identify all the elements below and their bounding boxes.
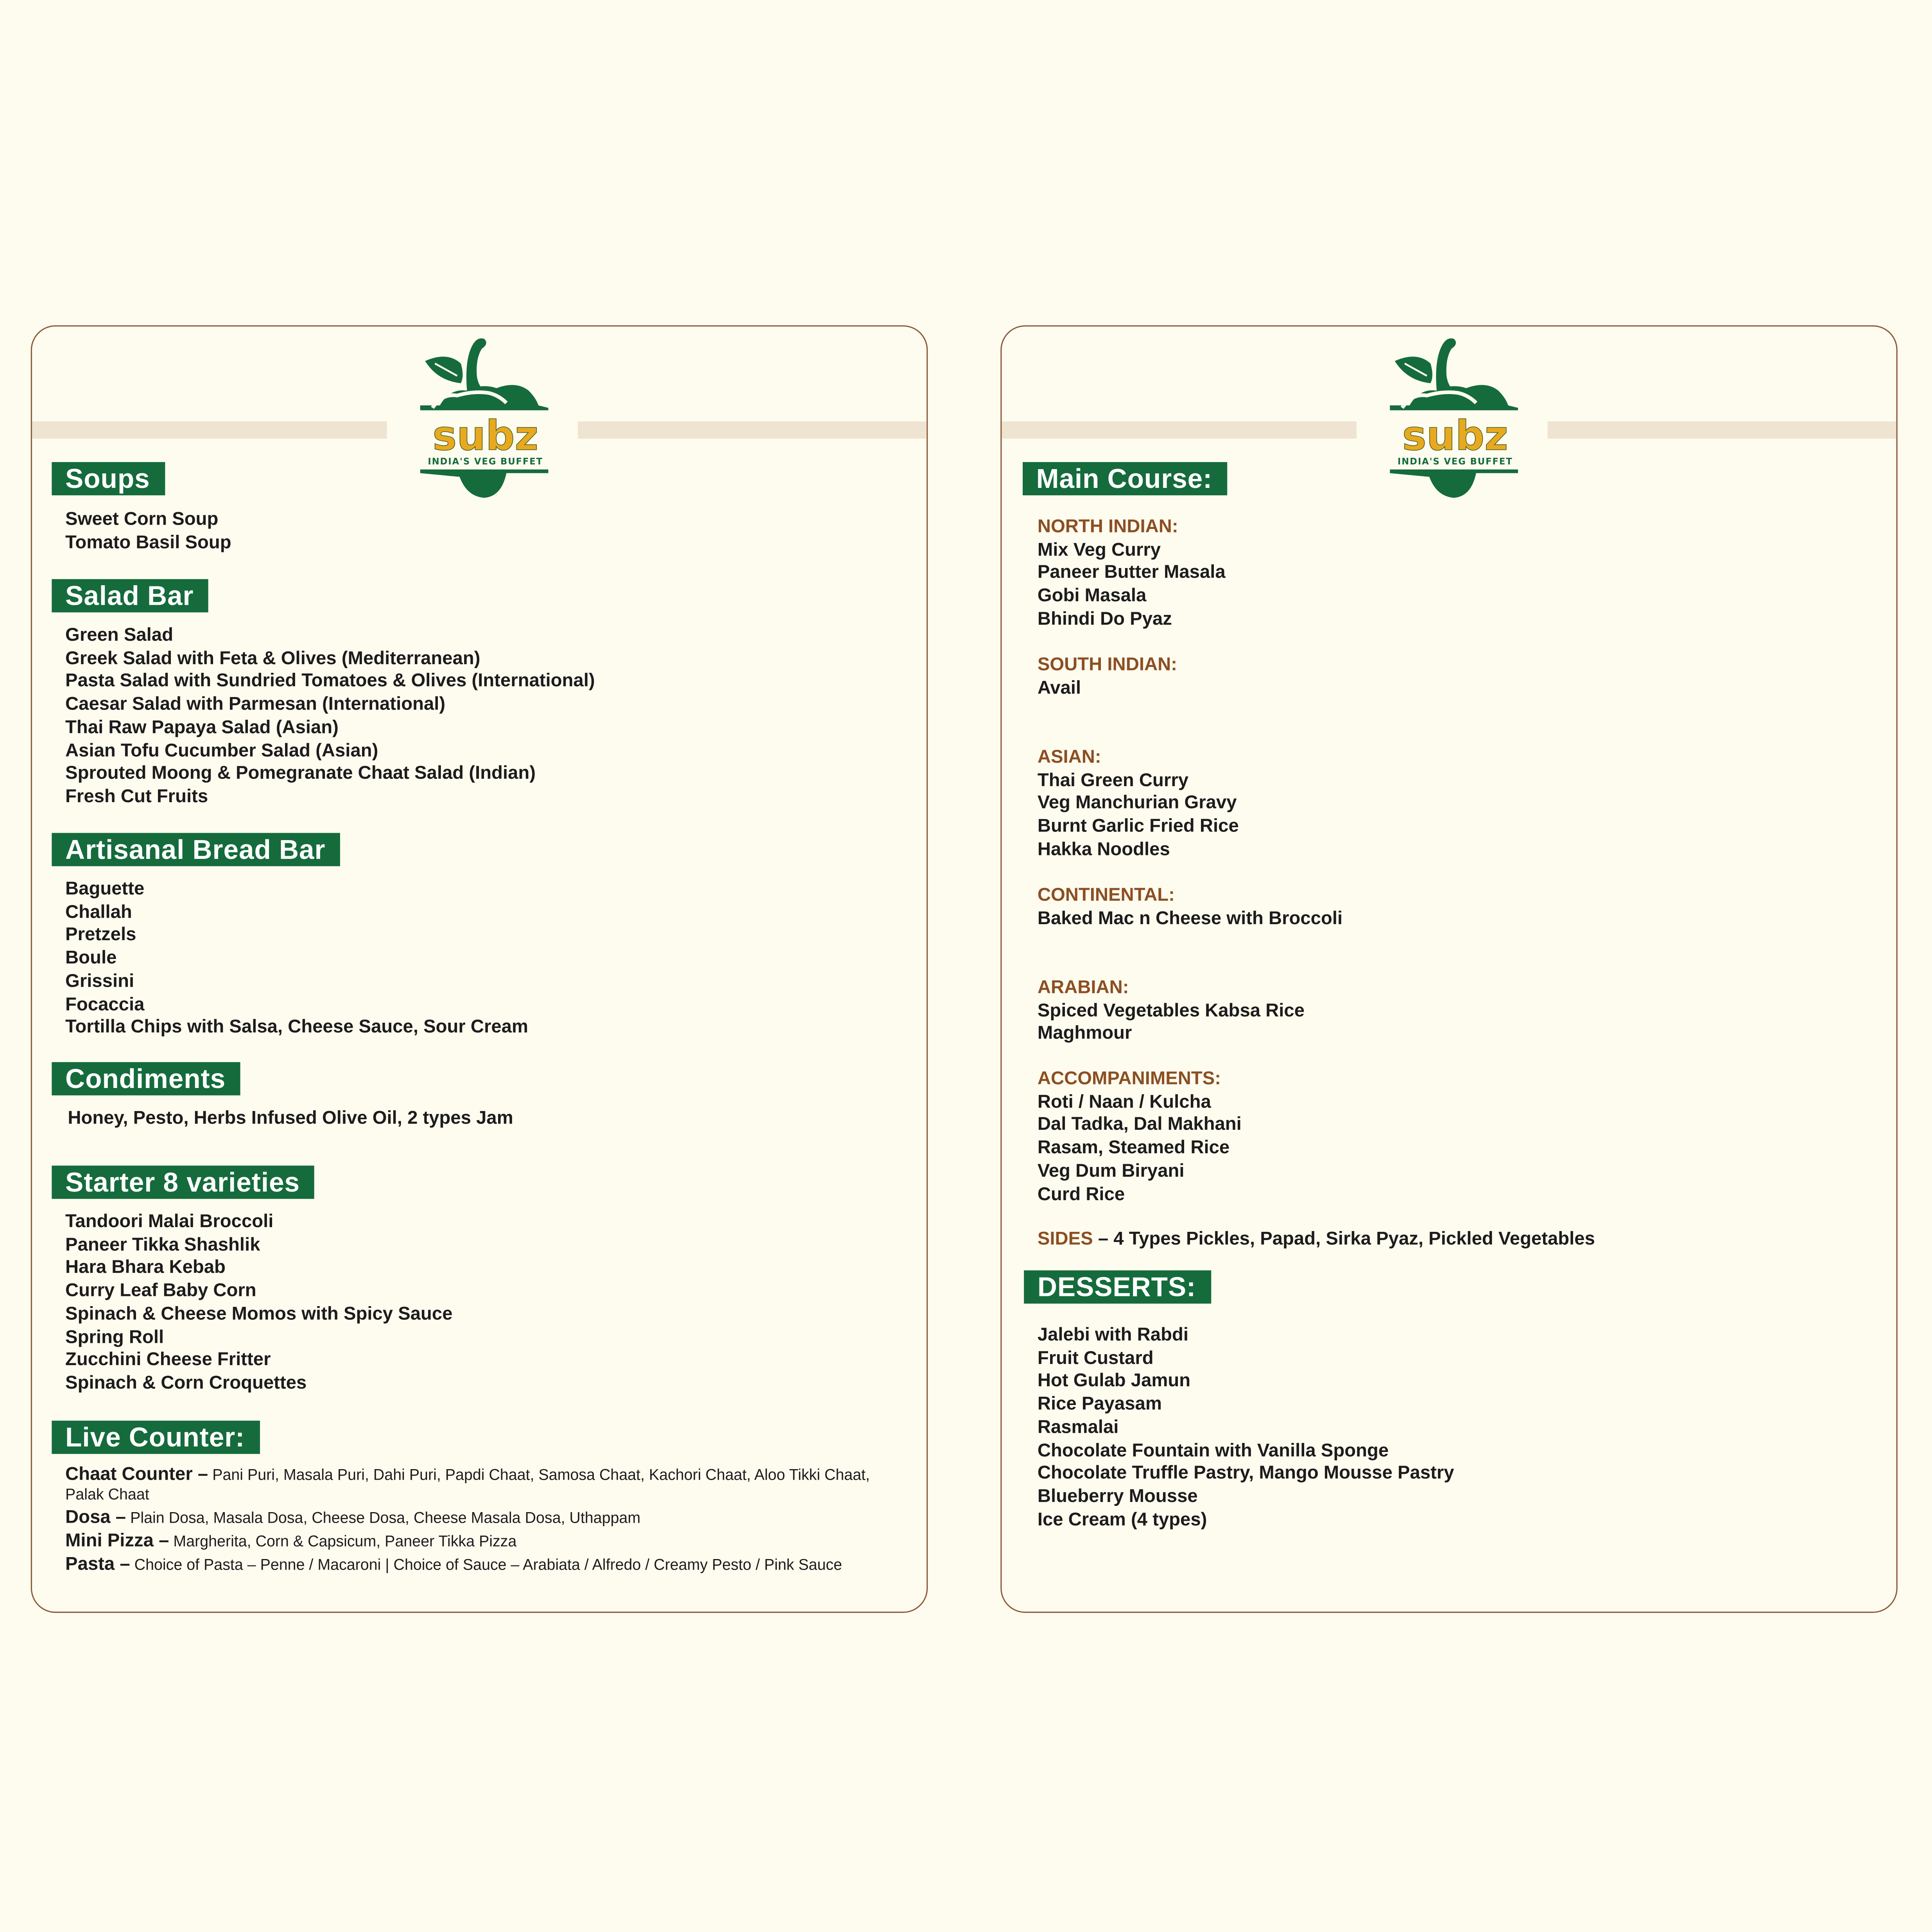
menu-item: Bhindi Do Pyaz [1037, 608, 1172, 629]
pepper-icon [1390, 385, 1518, 410]
subheading-continental: CONTINENTAL: [1037, 884, 1175, 906]
sides-text: – 4 Types Pickles, Papad, Sirka Pyaz, Pickled Vegetables [1098, 1228, 1595, 1249]
menu-item: Baguette [65, 878, 145, 900]
starters-list [65, 1211, 453, 1396]
arabian-group [1038, 977, 1305, 1046]
menu-item: Asian Tofu Cucumber Salad (Asian) [65, 740, 378, 761]
leaf-icon [425, 357, 462, 383]
divider-band [1548, 421, 1896, 439]
section-header-live-counter: Live Counter: [52, 1421, 260, 1454]
menu-item: Spinach & Corn Croquettes [65, 1372, 307, 1394]
pepper-icon [420, 385, 548, 410]
menu-item: Veg Dum Biryani [1037, 1160, 1185, 1181]
menu-item: Curd Rice [1037, 1183, 1125, 1204]
divider-band [32, 421, 387, 439]
asian-group [1038, 747, 1239, 862]
menu-item: Caesar Salad with Parmesan (International) [65, 694, 446, 715]
north-indian-group [1038, 516, 1226, 632]
continental-group [1038, 885, 1342, 931]
menu-item: Paneer Butter Masala [1037, 562, 1226, 584]
menu-item: Zucchini Cheese Fritter [65, 1349, 271, 1371]
menu-item: Paneer Tikka Shashlik [65, 1234, 260, 1255]
menu-item: Chocolate Fountain with Vanilla Sponge [1037, 1439, 1389, 1461]
menu-item: Sweet Corn Soup [65, 509, 219, 530]
desserts-list [1038, 1324, 1454, 1532]
menu-item: Fruit Custard [1037, 1348, 1154, 1369]
logo-tagline: INDIA'S VEG BUFFET [428, 457, 543, 467]
menu-item: Roti / Naan / Kulcha [1037, 1091, 1211, 1113]
menu-item: Challah [65, 901, 132, 923]
continental-list [1038, 908, 1342, 931]
live-counter-list [65, 1465, 903, 1578]
menu-item: Curry Leaf Baby Corn [65, 1280, 256, 1301]
menu-item: Boule [65, 948, 117, 969]
live-counter-label: Pasta – [65, 1554, 130, 1575]
subz-logo [420, 334, 552, 499]
north-indian-list [1038, 539, 1226, 632]
menu-item: Blueberry Mousse [1037, 1486, 1198, 1507]
section-header-condiments: Condiments [52, 1062, 240, 1095]
subheading-arabian: ARABIAN: [1037, 977, 1129, 998]
pepper-stem-icon [466, 338, 486, 391]
menu-item: Thai Green Curry [1037, 769, 1189, 791]
menu-item: Rasam, Steamed Rice [1037, 1137, 1230, 1159]
menu-item: Sprouted Moong & Pomegranate Chaat Salad (Indian) [65, 763, 536, 784]
live-counter-label: Mini Pizza – [65, 1530, 169, 1552]
arabian-list [1038, 1000, 1305, 1046]
menu-item: Thai Raw Papaya Salad (Asian) [65, 717, 339, 738]
menu-item: Veg Manchurian Gravy [1037, 792, 1237, 814]
menu-item: Honey, Pesto, Herbs Infused Olive Oil, 2 types Jam [68, 1108, 513, 1129]
section-header-main-course: Main Course: [1023, 462, 1227, 495]
menu-item: Spiced Vegetables Kabsa Rice [1037, 1000, 1305, 1021]
menu-item: Pretzels [65, 925, 136, 946]
live-counter-row [65, 1508, 903, 1528]
menu-item: Tortilla Chips with Salsa, Cheese Sauce, Sour Cream [65, 1016, 529, 1038]
accompaniments-group [1038, 1068, 1242, 1207]
menu-item: Rice Payasam [1037, 1394, 1162, 1415]
menu-item: Baked Mac n Cheese with Broccoli [1037, 907, 1343, 929]
leaf-icon [1395, 357, 1432, 383]
section-header-desserts: DESSERTS: [1024, 1271, 1211, 1304]
live-counter-label: Chaat Counter – [65, 1464, 208, 1485]
bread-list [65, 878, 528, 1040]
divider-band [578, 421, 927, 439]
live-counter-items: Choice of Pasta – Penne / Macaroni | Choice of Sauce – Arabiata / Alfredo / Creamy Pesto / Pink Sauce [134, 1556, 842, 1574]
live-counter-items: Margherita, Corn & Capsicum, Paneer Tikka Pizza [173, 1532, 517, 1550]
pepper-stem-icon [1436, 338, 1456, 391]
live-counter-label: Dosa – [65, 1507, 126, 1528]
menu-item: Hara Bhara Kebab [65, 1257, 226, 1278]
logo-tagline: INDIA'S VEG BUFFET [1397, 457, 1513, 467]
menu-item: Spring Roll [65, 1326, 164, 1348]
subheading-north-indian: NORTH INDIAN: [1037, 516, 1178, 538]
subheading-south-indian: SOUTH INDIAN: [1037, 654, 1177, 676]
divider-band [1002, 421, 1357, 439]
live-counter-row [65, 1555, 903, 1575]
menu-item: Mix Veg Curry [1037, 539, 1161, 561]
menu-item: Maghmour [1037, 1023, 1132, 1044]
south-indian-group [1038, 654, 1177, 701]
menu-item: Avail [1037, 677, 1081, 699]
menu-item: Burnt Garlic Fried Rice [1037, 815, 1239, 837]
menu-item: Tandoori Malai Broccoli [65, 1211, 274, 1232]
menu-card-left [31, 325, 928, 1613]
live-counter-row [65, 1465, 903, 1504]
section-header-bread-bar: Artisanal Bread Bar [52, 833, 340, 866]
south-indian-list [1038, 677, 1177, 701]
subheading-sides: SIDES [1037, 1228, 1093, 1249]
menu-item: Hakka Noodles [1037, 839, 1170, 860]
live-counter-items: Plain Dosa, Masala Dosa, Cheese Dosa, Cheese Masala Dosa, Uthappam [130, 1509, 641, 1527]
menu-item: Fresh Cut Fruits [65, 786, 208, 807]
soups-list [65, 509, 231, 555]
live-counter-row [65, 1532, 903, 1551]
live-counter-items: Pani Puri, Masala Puri, Dahi Puri, Papdi Chaat, Samosa Chaat, Kachori Chaat, Aloo Tikki Chaat, Palak Chaat [65, 1466, 870, 1504]
menu-item: Chocolate Truffle Pastry, Mango Mousse Pastry [1037, 1462, 1454, 1484]
logo-wordmark: subz [1402, 412, 1508, 460]
section-header-salad-bar: Salad Bar [52, 579, 208, 612]
asian-list [1038, 770, 1239, 862]
menu-item: Hot Gulab Jamun [1037, 1371, 1191, 1392]
accompaniments-list [1038, 1091, 1242, 1207]
subz-logo [1390, 334, 1522, 499]
menu-item: Rasmalai [1037, 1416, 1119, 1438]
salad-list [65, 625, 595, 809]
logo-wordmark: subz [432, 412, 539, 460]
subheading-accompaniments: ACCOMPANIMENTS: [1037, 1068, 1221, 1090]
menu-item: Greek Salad with Feta & Olives (Mediterranean) [65, 647, 480, 669]
menu-item: Ice Cream (4 types) [1037, 1509, 1207, 1530]
menu-item: Tomato Basil Soup [65, 532, 231, 553]
menu-item: Focaccia [65, 993, 145, 1015]
section-header-starters: Starter 8 varieties [52, 1166, 315, 1199]
menu-item: Spinach & Cheese Momos with Spicy Sauce [65, 1303, 453, 1324]
menu-item: Jalebi with Rabdi [1037, 1324, 1189, 1346]
menu-item: Grissini [65, 971, 134, 992]
section-header-soups: Soups [52, 462, 165, 495]
menu-item: Dal Tadka, Dal Makhani [1037, 1114, 1242, 1136]
sides-line [1038, 1228, 1595, 1251]
condiments-list [68, 1108, 513, 1131]
subheading-asian: ASIAN: [1037, 746, 1101, 768]
menu-item: Pasta Salad with Sundried Tomatoes & Olives (International) [65, 670, 595, 692]
menu-item: Gobi Masala [1037, 585, 1147, 607]
menu-card-right [1000, 325, 1898, 1613]
menu-item: Green Salad [65, 624, 173, 646]
